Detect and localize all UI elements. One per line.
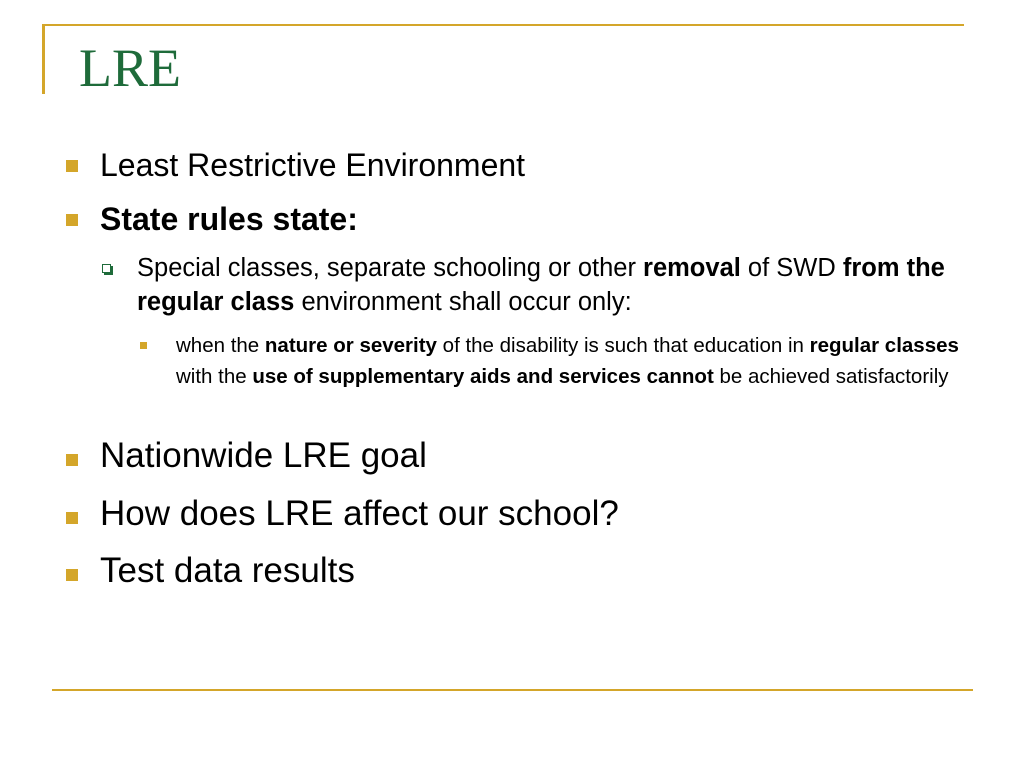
sub-sub-bullet-text (176, 330, 971, 392)
bullet-text: Test data results (100, 551, 355, 590)
bold-segment: use of supplementary aids and services cannot (252, 365, 714, 388)
bullet-text: State rules state: (100, 201, 358, 237)
square-bullet-icon (66, 512, 78, 524)
square-bullet-icon (66, 160, 78, 172)
slide-title: LRE (79, 38, 181, 98)
bullet-text: Nationwide LRE goal (100, 436, 427, 475)
text-segment: when the (176, 334, 265, 357)
bullet-text: Least Restrictive Environment (100, 147, 526, 183)
bullet-text: How does LRE affect our school? (100, 494, 619, 533)
text-segment: of SWD (740, 254, 843, 282)
bold-segment: from the regular class (137, 254, 945, 316)
sub-bullet-text (137, 251, 957, 319)
bold-segment: removal (643, 254, 741, 282)
text-segment: Special classes, separate schooling or other (137, 254, 644, 282)
square-bullet-icon (66, 569, 78, 581)
small-square-bullet-icon (140, 342, 147, 349)
text-segment: with the (176, 365, 253, 388)
bold-segment: regular classes (809, 334, 959, 357)
hollow-square-bullet-icon (102, 264, 111, 273)
square-bullet-icon (66, 214, 78, 226)
square-bullet-icon (66, 454, 78, 466)
text-segment: of the disability is such that education in (436, 334, 810, 357)
text-segment: be achieved satisfactorily (713, 365, 949, 388)
text-segment: environment shall occur only: (294, 288, 632, 316)
bold-segment: nature or severity (264, 334, 437, 357)
